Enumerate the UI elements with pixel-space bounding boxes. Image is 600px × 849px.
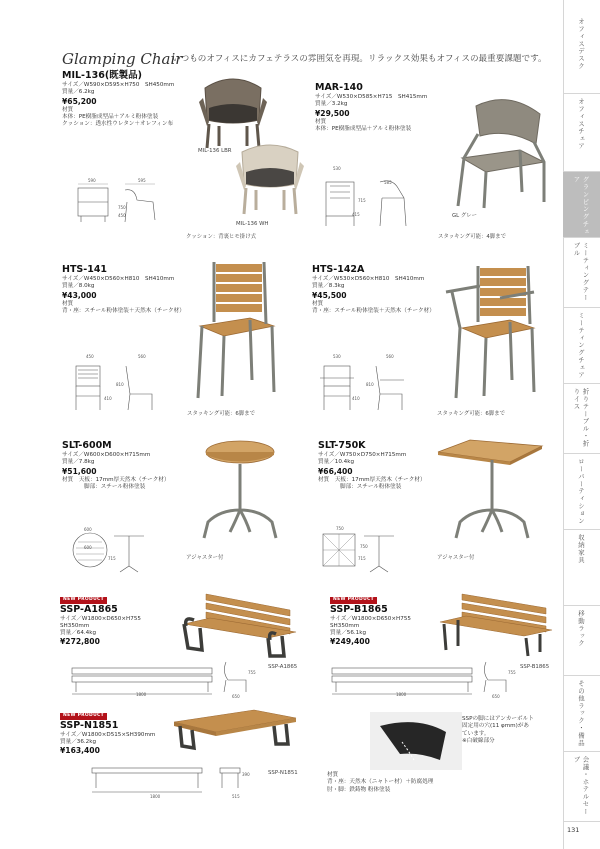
image-caption: スタッキング可能：6脚まで — [437, 411, 505, 417]
product-size: サイズ／W530×D585×H715 SH415mm — [315, 94, 428, 100]
product-price: ¥272,800 — [60, 637, 100, 647]
slt750k-table-image — [430, 436, 548, 542]
product-sspn1851 — [60, 712, 155, 756]
page-subtitle: いつものオフィスにカフェテラスの雰囲気を再現。リラックス効果もオフィスの最重要課題です。 — [172, 54, 547, 64]
new-product-badge: NEW PRODUCT — [330, 597, 377, 604]
product-price: ¥43,000 — [62, 290, 97, 300]
material-line: 本体：PE樹脂成型品＋アルミ粉体塗装 — [315, 125, 412, 132]
product-size: サイズ／W600×D600×H715mm — [62, 452, 151, 458]
product-weight: 質量／56.1kg — [330, 630, 367, 637]
product-size: サイズ／W1800×D650×H755 — [60, 615, 141, 622]
dimension-label: 560 — [138, 354, 146, 359]
product-price: ¥163,400 — [60, 746, 100, 756]
dimension-label: 1800 — [136, 692, 147, 697]
product-code: SSP-A1865 — [60, 603, 118, 615]
dimension-label: 750 — [336, 526, 344, 531]
product-code: SSP-N1851 — [60, 719, 119, 731]
new-product-badge: NEW PRODUCT — [60, 713, 107, 720]
note-line: SSPの脚にはアンカーボルト — [462, 716, 534, 722]
mil136-wh-chair-image — [232, 138, 307, 218]
tab-meeting-chair[interactable]: ミーティングチェア — [563, 308, 600, 384]
product-price: ¥45,500 — [312, 290, 347, 300]
product-code: MIL-136(既製品) — [62, 70, 142, 81]
image-caption: MIL-136 LBR — [198, 148, 232, 154]
sspb1865-bench-image — [436, 590, 556, 660]
dimension-label: 585 — [384, 180, 392, 185]
material-label: 材質 — [62, 476, 74, 483]
dimension-label: 450 — [86, 354, 94, 359]
dimension-label: 595 — [138, 178, 146, 183]
ssp-anchor-note — [462, 716, 534, 745]
product-slt750k — [318, 440, 426, 491]
dimension-label: 755 — [248, 670, 256, 675]
dimension-label: 515 — [232, 794, 240, 799]
product-slt600m — [62, 440, 170, 491]
dimension-label: 560 — [386, 354, 394, 359]
material-line: クッション：透水性ウレタン＋オレフィン布 — [62, 121, 174, 128]
dimension-label: 715 — [358, 198, 366, 203]
material-line: 背・座：スチール粉体塗装＋天然木（チーク材） — [62, 307, 185, 314]
sspa1865-bench-image — [178, 590, 303, 660]
material-line: 天板：17mm厚天然木（チーク材） — [78, 476, 170, 483]
note-line: ※白破線部分 — [462, 737, 495, 744]
material-line: 脚部：スチール粉体塗装 — [84, 483, 146, 490]
dimension-label: 715 — [108, 556, 116, 561]
page-number: 131 — [567, 826, 580, 834]
product-price: ¥51,600 — [62, 466, 97, 476]
tab-glamping-chair[interactable]: グランピングチェア — [563, 172, 600, 238]
product-price: ¥249,400 — [330, 637, 370, 647]
dimension-label: 590 — [88, 178, 96, 183]
sspn1851-dimension-drawing — [90, 760, 250, 796]
product-size: サイズ／W590×D595×H750 SH450mm — [62, 82, 175, 88]
sspb1865-dimension-drawing — [330, 658, 510, 696]
product-weight: 質量／8.3kg — [312, 283, 345, 290]
dimension-label: 415 — [352, 212, 360, 217]
material-line: 背・座：天然木（ニャトー材）＋防腐処理 — [327, 779, 434, 786]
material-line: 肘・脚：鉄鋳物 粉体塗装 — [327, 786, 391, 793]
image-caption: SSP-N1851 — [268, 770, 298, 776]
dimension-label: 450 — [118, 213, 126, 218]
tab-mobile-rack[interactable]: 移動ラック — [563, 606, 600, 676]
mar140-dimension-drawing — [318, 168, 418, 230]
dimension-label: 410 — [104, 396, 112, 401]
product-mil136 — [62, 70, 174, 128]
image-caption: MIL-136 WH — [236, 221, 269, 227]
product-weight: 質量／7.8kg — [62, 459, 95, 466]
material-label: 材質 — [312, 300, 324, 307]
tab-meeting-table[interactable]: ミーティングテーブル — [563, 238, 600, 308]
slt750k-dimension-drawing — [320, 528, 395, 578]
product-size: サイズ／W450×D560×H810 SH410mm — [62, 276, 175, 282]
hts141-chair-image — [190, 260, 280, 400]
dimension-label: 810 — [116, 382, 124, 387]
material-line: 脚部：スチール粉体塗装 — [340, 483, 402, 490]
product-code: SSP-B1865 — [330, 603, 388, 615]
hts142a-dimension-drawing — [318, 360, 413, 414]
ssp-materials — [327, 772, 433, 794]
product-code: SLT-600M — [62, 440, 112, 451]
product-size: サイズ／W750×D750×H715mm — [318, 452, 407, 458]
tab-other-rack[interactable]: その他ラック・備品 — [563, 676, 600, 752]
tab-office-desk[interactable]: オフィスデスク — [563, 14, 600, 94]
dimension-label: 750 — [360, 544, 368, 549]
tab-conference-hotel[interactable]: 会議・ホテルセーブ — [563, 752, 600, 822]
product-hts141 — [62, 264, 185, 315]
product-mar140 — [315, 82, 427, 133]
product-sspb1865 — [330, 596, 411, 647]
product-size: SH350mm — [330, 622, 360, 629]
sspn1851-bench-image — [170, 706, 300, 756]
material-label: 材質 — [318, 476, 330, 483]
hts141-dimension-drawing — [72, 360, 162, 414]
dimension-label: 1800 — [150, 794, 161, 799]
tab-low-partition[interactable]: ローパーティション — [563, 454, 600, 530]
hts142a-chair-image — [440, 262, 540, 402]
image-caption: アジャスター付 — [186, 555, 224, 561]
dimension-label: 755 — [508, 670, 516, 675]
page-title: Glamping Chair — [62, 50, 183, 68]
tab-folding-table[interactable]: 折りテーブル・折りイス — [563, 384, 600, 454]
product-size: サイズ／W1800×D515×SH390mm — [60, 731, 156, 738]
product-code: HTS-141 — [62, 264, 108, 275]
product-weight: 質量／3.2kg — [315, 101, 348, 108]
product-weight: 質量／6.2kg — [62, 89, 95, 96]
material-line: 背・座：スチール粉体塗装＋天然木（チーク材） — [312, 307, 435, 314]
product-weight: 質量／10.4kg — [318, 459, 355, 466]
image-caption: スタッキング可能：4脚まで — [438, 234, 506, 240]
material-line: 天板：17mm厚天然木（チーク材） — [334, 476, 426, 483]
ssp-anchor-detail-image — [370, 712, 462, 770]
dimension-label: 390 — [242, 772, 250, 777]
dimension-label: 1800 — [396, 692, 407, 697]
material-label: 材質 — [315, 118, 327, 125]
dimension-label: 530 — [333, 354, 341, 359]
dimension-label: 650 — [492, 694, 500, 699]
mar140-chair-image — [448, 92, 548, 210]
tab-office-chair[interactable]: オフィスチェア — [563, 94, 600, 172]
new-product-badge: NEW PRODUCT — [60, 597, 107, 604]
image-caption: GL グレー — [452, 213, 478, 219]
dimension-label: 530 — [333, 166, 341, 171]
dimension-label: 600 — [84, 545, 92, 550]
material-label: 材質 — [62, 300, 74, 307]
image-caption: アジャスター付 — [437, 555, 475, 561]
product-price: ¥29,500 — [315, 108, 350, 118]
tab-storage[interactable]: 収納家具 — [563, 530, 600, 606]
dimension-label: 810 — [366, 382, 374, 387]
product-code: SLT-750K — [318, 440, 366, 451]
dimension-label: 715 — [358, 556, 366, 561]
image-caption: スタッキング可能：6脚まで — [187, 411, 255, 417]
material-line: 本体：PE樹脂成型品＋アルミ粉体塗装 — [62, 113, 159, 120]
slt600m-table-image — [190, 436, 290, 542]
product-sspa1865 — [60, 596, 141, 647]
slt600m-dimension-drawing — [70, 528, 145, 578]
image-caption: SSP-B1865 — [520, 664, 550, 670]
product-weight: 質量／8.0kg — [62, 283, 95, 290]
product-hts142a — [312, 264, 435, 315]
dimension-label: 410 — [352, 396, 360, 401]
material-label: 材質 — [327, 772, 339, 778]
note-line: 固定用の穴(11 φmm)があ — [462, 723, 530, 730]
product-size: サイズ／W530×D560×H810 SH410mm — [312, 276, 425, 282]
product-price: ¥66,400 — [318, 466, 353, 476]
product-size: サイズ／W1800×D650×H755 — [330, 615, 411, 622]
sspa1865-dimension-drawing — [70, 658, 250, 696]
image-caption: クッション：背裏ヒモ掛け式 — [186, 234, 256, 240]
note-line: ています。 — [462, 730, 490, 737]
product-code: MAR-140 — [315, 82, 363, 93]
dimension-label: 750 — [118, 205, 126, 210]
product-price: ¥65,200 — [62, 96, 97, 106]
product-size: SH350mm — [60, 622, 90, 629]
product-weight: 質量／36.2kg — [60, 738, 97, 745]
product-code: HTS-142A — [312, 264, 365, 275]
product-weight: 質量／64.4kg — [60, 630, 97, 637]
material-label: 材質 — [62, 106, 74, 113]
dimension-label: 600 — [84, 527, 92, 532]
dimension-label: 650 — [232, 694, 240, 699]
image-caption: SSP-A1865 — [268, 664, 298, 670]
